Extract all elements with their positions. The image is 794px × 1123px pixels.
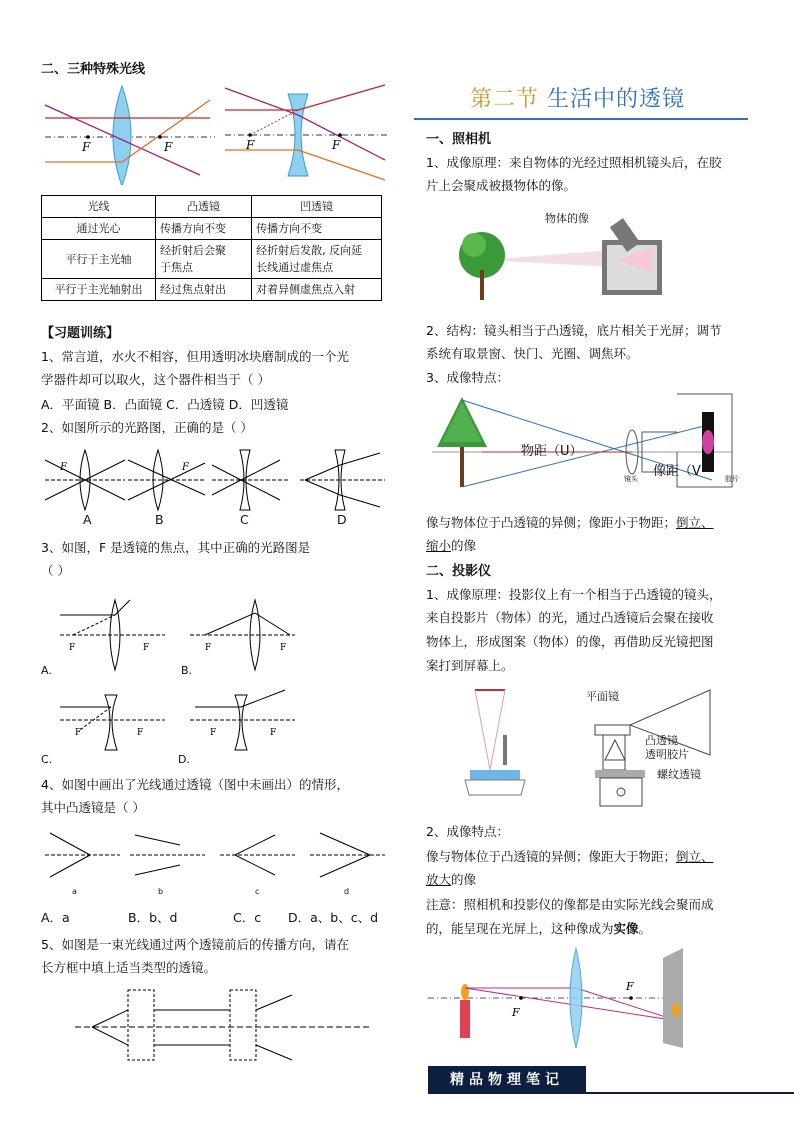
q4-label-c: c	[255, 887, 260, 896]
proj-label-fresnel: 螺纹透镜	[657, 768, 701, 781]
q2-label-b: B	[155, 512, 164, 527]
svg-text:F: F	[82, 140, 91, 154]
camera-structure-line1: 2、结构：镜头相当于凸透镜，底片相关于光屏；调节	[426, 323, 722, 338]
q3-figure	[55, 595, 295, 755]
q4-label-a: a	[72, 887, 77, 896]
camera-image-label: 物体的像	[545, 212, 589, 225]
table-row	[42, 240, 382, 279]
footer-brand: 精品物理笔记	[428, 1066, 586, 1094]
page-title-section: 第二节	[470, 87, 540, 112]
section-heading-special-rays: 二、三种特殊光线	[41, 62, 146, 77]
camera-principle-line1: 1、成像原理：来自物体的光经过照相机镜头后，在胶	[426, 155, 722, 170]
q4-option-c: C．c	[233, 910, 262, 925]
svg-text:F: F	[626, 980, 634, 993]
svg-text:F: F	[60, 462, 67, 473]
footer-rule	[586, 1092, 794, 1094]
svg-text:F: F	[69, 643, 76, 653]
table-cell-line: 长线通过虚焦点	[256, 261, 334, 274]
table-cell	[252, 240, 382, 279]
svg-text:F: F	[164, 140, 173, 154]
camera-result-text-2: 的像	[451, 538, 477, 553]
projector-principle-line2: 来自投影片（物体）的光，通过凸透镜后会聚在接收	[426, 610, 714, 625]
q1-options: A．平面镜 B．凸面镜 C．凸透镜 D．凹透镜	[41, 397, 289, 412]
q3-label-b: B.	[181, 664, 193, 677]
q3-line2: （ ）	[41, 563, 70, 578]
q2-text: 2、如图所示的光路图，正确的是（ ）	[41, 420, 253, 435]
note-text: 的，能呈现在光屏上，这种像成为	[426, 921, 614, 936]
svg-text:F: F	[246, 138, 255, 152]
page-title-text: 生活中的透镜	[547, 87, 686, 112]
table-cell-line: 经折射后发散, 反向延	[256, 244, 363, 257]
q2-label-a: A	[83, 512, 92, 527]
page-title	[470, 82, 685, 113]
q1-line1: 1、常言道，水火不相容，但用透明冰块磨制成的一个光	[41, 349, 349, 364]
real-image-diagram	[428, 948, 698, 1053]
projector-result-underlined-2: 放大	[426, 872, 452, 887]
table-header-cell: 凹透镜	[252, 196, 382, 218]
svg-text:F: F	[210, 728, 217, 738]
film-label: 胶片	[725, 475, 739, 483]
projector-result-text: 像与物体位于凸透镜的异侧；像距大于物距；	[426, 849, 677, 864]
camera-features-heading: 3、成像特点：	[426, 370, 509, 385]
q2-label-d: D	[337, 512, 347, 527]
special-rays-figure	[40, 80, 390, 185]
camera-structure-line2: 系统有取景窗、快门、光圈、调焦环。	[426, 346, 639, 361]
q4-line2: 其中凸透镜是（ ）	[41, 800, 145, 815]
object-distance-label: 物距（U）	[521, 444, 583, 459]
q3-label-c: C.	[41, 753, 53, 766]
q4-label-b: b	[158, 887, 164, 896]
camera-result-underlined-2: 缩小	[426, 538, 452, 553]
camera-principle-line2: 片上会聚成被摄物体的像。	[426, 178, 577, 193]
table-cell: 通过光心	[42, 218, 156, 240]
svg-text:F: F	[332, 138, 341, 152]
image-distance-v: V	[692, 464, 701, 479]
projector-principle-line3: 物体上，形成图案（物体）的像，再借助反光镜把图	[426, 634, 714, 649]
table-header-cell: 凸透镜	[155, 196, 251, 218]
svg-text:F: F	[137, 728, 144, 738]
table-cell: 对着异侧虚焦点入射	[252, 279, 382, 301]
projector-result-underlined: 倒立、	[676, 849, 714, 864]
camera-imaging-diagram	[432, 392, 752, 497]
q1-line2: 学器件却可以取火，这个器件相当于（ ）	[41, 372, 270, 387]
projector-result-line2	[426, 868, 476, 891]
lens-comparison-table	[41, 195, 382, 301]
table-header-row	[42, 196, 382, 218]
svg-text:F: F	[280, 643, 287, 653]
projector-features-heading: 2、成像特点：	[426, 824, 509, 839]
svg-text:F: F	[270, 728, 277, 738]
camera-result-line2	[426, 534, 476, 557]
camera-result-text: 像与物体位于凸透镜的异侧；像距小于物距；	[426, 515, 677, 530]
q5-line1: 5、如图是一束光线通过两个透镜前后的传播方向，请在	[41, 937, 349, 952]
projector-result-text-2: 的像	[451, 872, 477, 887]
table-cell: 传播方向不变	[155, 218, 251, 240]
q5-line2: 长方框中填上适当类型的透镜。	[41, 960, 217, 975]
svg-text:F: F	[143, 643, 150, 653]
image-distance-text: 像距（	[653, 464, 693, 479]
note-line1: 注意：照相机和投影仪的像都是由实际光线会聚而成	[426, 897, 714, 912]
q2-label-c: C	[240, 512, 249, 527]
table-cell: 平行于主光轴射出	[42, 279, 156, 301]
camera-heading: 一、照相机	[426, 132, 492, 147]
projector-heading: 二、投影仪	[426, 564, 492, 579]
lens-label: 镜头	[624, 475, 638, 483]
q4-option-a: A．a	[41, 910, 70, 925]
projector-result-line1	[426, 845, 714, 868]
table-row	[42, 218, 382, 240]
q3-line1: 3、如图，F 是透镜的焦点，其中正确的光路图是	[41, 540, 311, 555]
q2-figure	[40, 445, 385, 515]
svg-text:F: F	[512, 1006, 520, 1019]
note-real-image: 实像	[613, 921, 639, 936]
table-row	[42, 279, 382, 301]
table-cell	[155, 240, 251, 279]
proj-label-film: 透明胶片	[645, 748, 689, 761]
table-cell: 传播方向不变	[252, 218, 382, 240]
table-cell-line: 经折射后会聚	[159, 244, 226, 257]
q4-label-d: d	[344, 887, 350, 896]
proj-label-convex-lens: 凸透镜	[645, 734, 678, 747]
camera-result-underlined: 倒立、	[676, 515, 714, 530]
q4-line1: 4、如图中画出了光线通过透镜（图中未画出）的情形，	[41, 777, 349, 792]
svg-text:F: F	[75, 728, 82, 738]
q5-figure	[70, 985, 370, 1065]
table-header-cell: 光线	[42, 196, 156, 218]
q4-figure	[40, 825, 385, 890]
q4-option-d: D．a、b、c、d	[288, 910, 379, 925]
camera-result-line1	[426, 511, 714, 534]
practice-heading: 【习题训练】	[41, 326, 120, 341]
title-underline	[414, 118, 748, 120]
table-cell-line: 于焦点	[159, 261, 193, 274]
image-distance-label	[653, 460, 701, 479]
projector-principle-line1: 1、成像原理：投影仪上有一个相当于凸透镜的镜头，	[426, 587, 722, 602]
q3-label-a: A.	[41, 664, 52, 677]
table-cell: 平行于主光轴	[42, 240, 156, 279]
svg-text:F: F	[205, 643, 212, 653]
q3-label-d: D.	[178, 753, 190, 766]
q4-option-b: B．b、d	[128, 910, 178, 925]
proj-label-plane-mirror: 平面镜	[586, 690, 619, 703]
projector-principle-line4: 案打到屏幕上。	[426, 658, 514, 673]
note-period: 。	[638, 921, 652, 936]
note-line2	[426, 917, 651, 940]
table-cell: 经过焦点射出	[155, 279, 251, 301]
svg-text:F: F	[182, 462, 189, 473]
